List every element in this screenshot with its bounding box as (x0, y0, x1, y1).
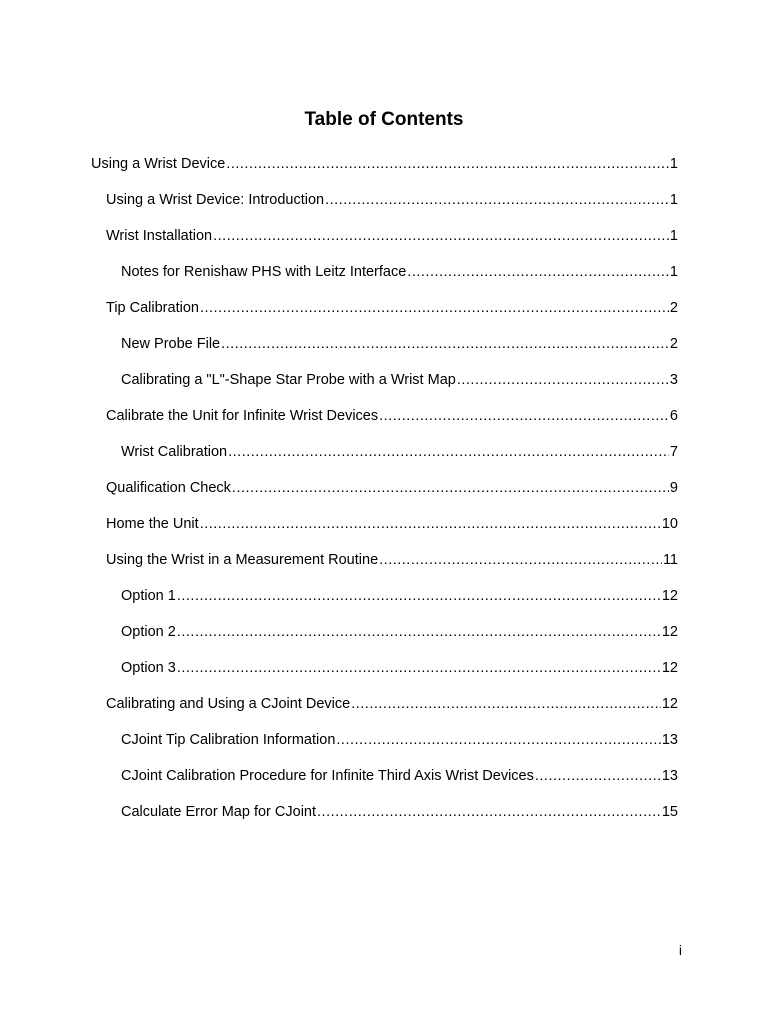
toc-entry-title: CJoint Calibration Procedure for Infinite Third Axis Wrist Devices (121, 768, 534, 784)
toc-entry[interactable] (0, 146, 768, 182)
toc-entry[interactable] (0, 362, 768, 398)
toc-dot-leader (351, 691, 661, 717)
toc-entry-title: Calibrating a "L"-Shape Star Probe with a Wrist Map (121, 372, 456, 388)
toc-entry-page: 13 (661, 732, 678, 748)
page-number: i (678, 942, 682, 958)
toc-entry-title: Wrist Calibration (121, 444, 228, 460)
toc-entry[interactable] (0, 686, 768, 722)
toc-entry-page: 10 (661, 516, 678, 532)
toc-entry[interactable] (0, 542, 768, 578)
toc-entry-title: Qualification Check (106, 480, 231, 496)
toc-entry[interactable] (0, 254, 768, 290)
toc-entry[interactable] (0, 614, 768, 650)
toc-entry[interactable] (0, 758, 768, 794)
toc-dot-leader (379, 547, 662, 573)
toc-entry-page: 1 (669, 264, 678, 280)
toc-entry[interactable] (0, 506, 768, 542)
toc-entry-title: Wrist Installation (106, 228, 213, 244)
toc-entry-page: 12 (661, 696, 678, 712)
toc-dot-leader (177, 655, 661, 681)
toc-entry-page: 2 (669, 300, 678, 316)
toc-entry-title: Notes for Renishaw PHS with Leitz Interface (121, 264, 407, 280)
toc-dot-leader (232, 475, 669, 501)
toc-entry-title: CJoint Tip Calibration Information (121, 732, 336, 748)
toc-entry[interactable] (0, 650, 768, 686)
toc-dot-leader (457, 367, 669, 393)
toc-entry-page: 11 (662, 552, 678, 568)
toc-entry-page: 6 (669, 408, 678, 424)
toc-dot-leader (213, 223, 669, 249)
toc-entry[interactable] (0, 326, 768, 362)
toc-entry[interactable] (0, 470, 768, 506)
toc-entry-title: Tip Calibration (106, 300, 199, 316)
toc-entry[interactable] (0, 578, 768, 614)
toc-entry[interactable] (0, 398, 768, 434)
toc-dot-leader (407, 259, 669, 285)
toc-entry[interactable] (0, 218, 768, 254)
toc-entry-title: Using the Wrist in a Measurement Routine (106, 552, 379, 568)
toc-dot-leader (336, 727, 660, 753)
toc-entry-page: 7 (669, 444, 678, 460)
toc-dot-leader (177, 619, 661, 645)
toc-entry[interactable] (0, 434, 768, 470)
toc-dot-leader (325, 187, 669, 213)
toc-entry-title: Calibrate the Unit for Infinite Wrist Devices (106, 408, 379, 424)
toc-entry-title: Option 2 (121, 624, 176, 640)
toc-entry-title: Calculate Error Map for CJoint (121, 804, 317, 820)
toc-entry-page: 12 (661, 660, 678, 676)
toc-entry[interactable] (0, 794, 768, 830)
toc-entry-page: 3 (669, 372, 678, 388)
toc-dot-leader (226, 151, 669, 177)
toc-list (0, 146, 768, 830)
toc-entry-title: New Probe File (121, 336, 221, 352)
toc-entry[interactable] (0, 290, 768, 326)
toc-entry-title: Calibrating and Using a CJoint Device (106, 696, 351, 712)
toc-entry-page: 12 (661, 588, 678, 604)
toc-entry-page: 1 (669, 192, 678, 208)
toc-entry-page: 15 (661, 804, 678, 820)
toc-entry-title: Option 1 (121, 588, 176, 604)
toc-dot-leader (221, 331, 669, 357)
toc-entry-title: Using a Wrist Device (91, 156, 226, 172)
toc-entry-page: 1 (669, 228, 678, 244)
toc-dot-leader (177, 583, 661, 609)
toc-entry[interactable] (0, 182, 768, 218)
page-title: Table of Contents (304, 109, 464, 130)
toc-entry-page: 1 (669, 156, 678, 172)
toc-entry-title: Home the Unit (106, 516, 199, 532)
toc-dot-leader (317, 799, 661, 825)
toc-dot-leader (200, 511, 661, 537)
toc-entry-title: Using a Wrist Device: Introduction (106, 192, 325, 208)
toc-entry-page: 12 (661, 624, 678, 640)
toc-entry-page: 2 (669, 336, 678, 352)
toc-dot-leader (200, 295, 669, 321)
toc-entry-page: 9 (669, 480, 678, 496)
toc-entry-page: 13 (661, 768, 678, 784)
toc-dot-leader (535, 763, 661, 789)
toc-entry-title: Option 3 (121, 660, 176, 676)
toc-dot-leader (379, 403, 669, 429)
toc-entry[interactable] (0, 722, 768, 758)
toc-dot-leader (228, 439, 669, 465)
